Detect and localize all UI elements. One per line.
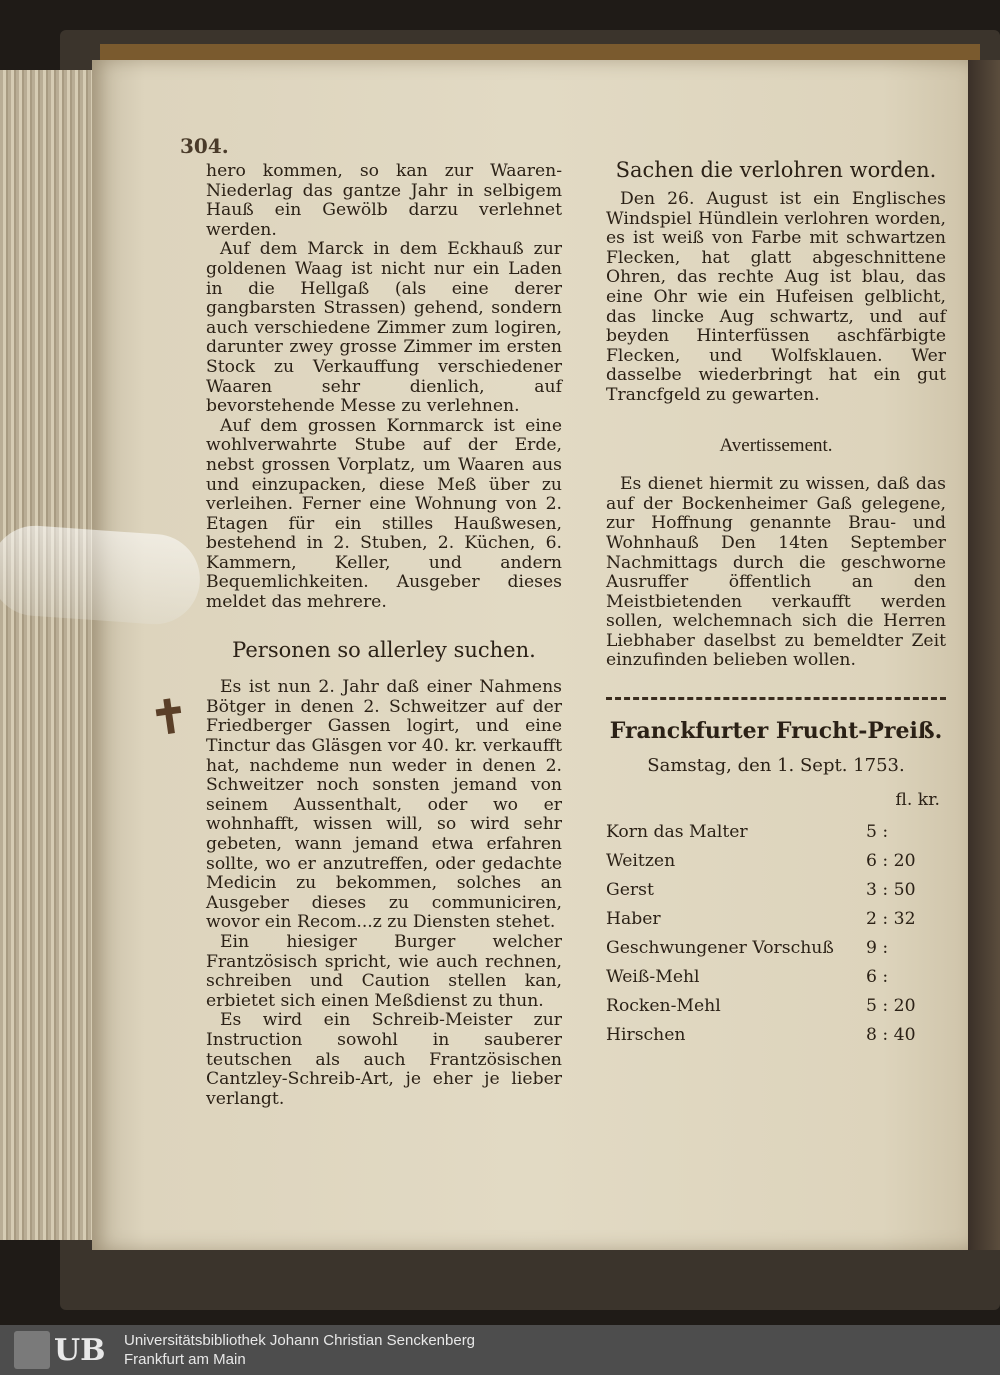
grain-name: Haber (606, 908, 661, 929)
right-column (606, 190, 946, 1055)
grain-name: Hirschen (606, 1024, 686, 1045)
paragraph: Ein hiesiger Burger welcher Frantzösisch spricht, wie auch rechnen, schreiben und Caution stellen kan, erbietet sich einen Meßdienst zu thun. (206, 931, 562, 1011)
paragraph: Es wird ein Schreib-Meister zur Instruction sowohl in sauberer teutschen als auch Frantzösischen Cantzley-Schreib-Art, je eher je lieber verlangt. (206, 1010, 562, 1109)
divider (606, 697, 946, 700)
price-row (606, 852, 946, 881)
paragraph: hero kommen, so kan zur Waaren-Niederlag das gantze Jahr in selbigem Hauß ein Gewölb darzu verlehnet werden. (206, 161, 562, 240)
right-shadow (968, 60, 1000, 1250)
grain-name: Gerst (606, 879, 654, 900)
grain-name: Weitzen (606, 850, 676, 871)
price-row (606, 1026, 946, 1055)
paragraph: Auf dem Marck in dem Eckhauß zur goldenen Waag ist nicht nur ein Laden in die Hellgaß (als eine derer gangbarsten Strassen) gehend, sondern auch verschiedene Zimmer zum logiren, darunter zwey grosse Zimmer im ersten Stock zu Verkauffung verschiedener Waaren sehr dienlich, auf bevorstehende Messe zu verlehnen. (206, 239, 562, 417)
grain-name: Korn das Malter (606, 821, 748, 842)
avertissement-text: Es dienet hiermit zu wissen, daß das auf der Bockenheimer Gaß gelegene, zur Hoffnung genannte Brau- und Wohnhauß Den 14ten September Nachmittags durch die geschworne Ausruffer öffentlich an den Meistbietenden verkaufft werden sollen, welchemnach sich die Herren Liebhaber daselbst zu bemeldter Zeit einzufinden belieben wollen. (606, 474, 946, 671)
price-list-date: Samstag, den 1. Sept. 1753. (647, 754, 905, 776)
grain-price: 2 : 32 (866, 908, 916, 929)
grain-name: Rocken-Mehl (606, 995, 721, 1016)
left-column (206, 162, 562, 1109)
lost-items-heading: Sachen die verlohren worden. (615, 158, 937, 182)
price-row (606, 968, 946, 997)
grain-name: Weiß-Mehl (606, 966, 700, 987)
price-row (606, 997, 946, 1026)
price-row (606, 881, 946, 910)
page-number: 304. (180, 134, 229, 158)
section-heading: Personen so allerley suchen. (232, 637, 536, 662)
grain-price: 5 : 20 (866, 995, 916, 1016)
institution-line-2: Frankfurt am Main (124, 1351, 246, 1368)
grain-price: 9 : (866, 937, 889, 958)
price-row (606, 910, 946, 939)
page-weight-glass (0, 523, 203, 627)
price-table (606, 823, 946, 1055)
institution-name (124, 1331, 475, 1369)
library-logo[interactable] (14, 1331, 114, 1369)
grain-price: 6 : 20 (866, 850, 916, 871)
price-list-title: Franckfurter Frucht-Preiß. (609, 718, 943, 745)
grain-name: Geschwungener Vorschuß (606, 937, 834, 958)
portrait-icon (14, 1331, 50, 1369)
lost-item-notice: Den 26. August ist ein Englisches Windspiel Hündlein verlohren worden, es ist weiß von Farbe mit schwartzen Flecken, hat glatt abgeschnittene Ohren, das rechte Aug ist blau, das eine Ohr wie ein Hufeisen gelblicht, das lincke Aug schwartz, und auf beyden Hinterfüssen aschfärbigte Flecken, und Wolfsklauen. Wer dasselbe wiederbringt hat ein gut Trancfgeld zu gewarten. (606, 189, 946, 405)
avertissement-heading: Avertissement. (719, 434, 833, 456)
grain-price: 3 : 50 (866, 879, 916, 900)
price-units: fl. kr. (895, 790, 940, 811)
grain-price: 6 : (866, 966, 889, 987)
logo-text: UB (54, 1333, 106, 1368)
footer-bar (0, 1325, 1000, 1375)
paragraph: Auf dem grossen Kornmarck ist eine wohlverwahrte Stube auf der Erde, nebst grossen Vorplatz, um Waaren aus und einzupacken, diese Meß über zu verleihen. Ferner eine Wohnung von 2. Etagen für ein stilles Haußwesen, bestehend in 2. Stuben, 2. Küchen, 6. Kammern, Keller, und andern Bequemlichkeiten. Ausgeber dieses meldet das mehrere. (206, 415, 562, 613)
institution-line-1: Universitätsbibliothek Johann Christian Senckenberg (124, 1332, 476, 1349)
price-row (606, 939, 946, 968)
grain-price: 5 : (866, 821, 889, 842)
grain-price: 8 : 40 (866, 1024, 916, 1045)
price-row (606, 823, 946, 852)
paragraph: Es ist nun 2. Jahr daß einer Nahmens Bötger in denen 2. Schweitzer auf der Friedberger Gassen logirt, und eine Tinctur das Gläsgen vor 40. kr. verkaufft hat, nachdeme nun weder in denen 2. Schweitzer noch sonsten jemand von seinem Aussenthalt, oder wo er wohnhafft, wissen will, so wird sehr gebeten, wann jemand etwa erfahren sollte, wo er anzutreffen, oder gedachte Medicin zu bekommen, solches an Ausgeber dieses zu communiciren, wovor ein Recom...z zu Diensten stehet. (206, 677, 562, 933)
ink-mark-icon: ✝ (146, 687, 193, 747)
